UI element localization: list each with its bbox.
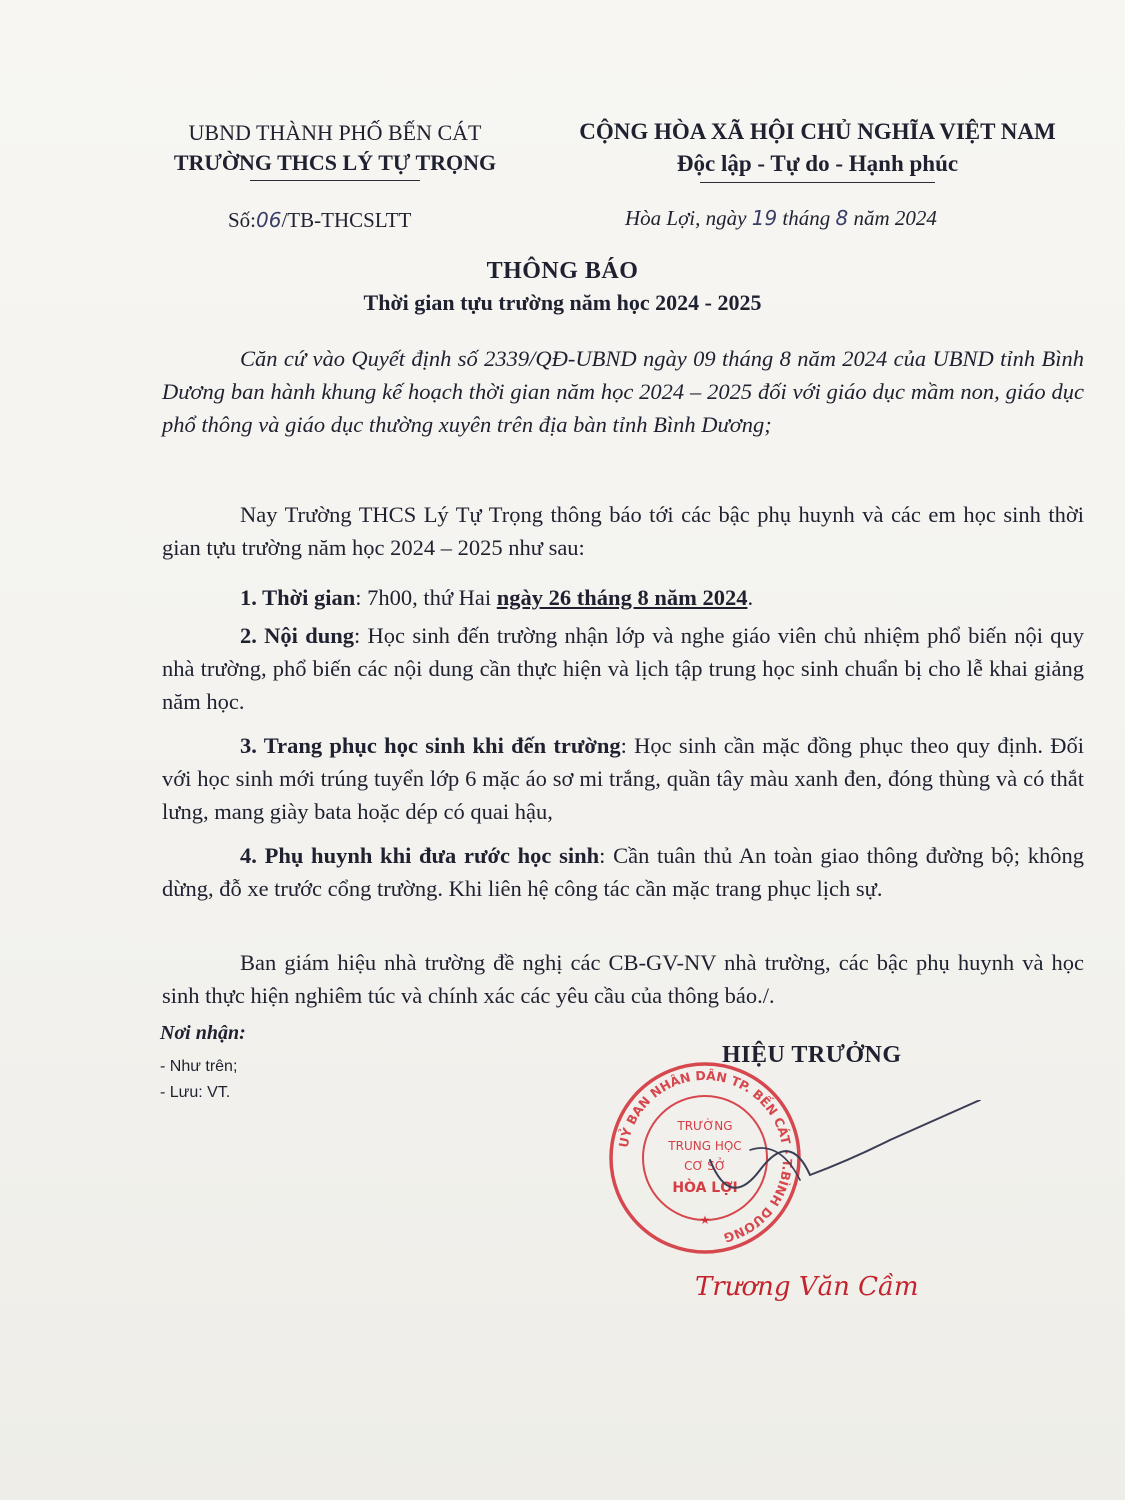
document-subtitle: Thời gian tựu trường năm học 2024 - 2025 [363,290,762,315]
intro-text: Nay Trường THCS Lý Tự Trọng thông báo tới các bậc phụ huynh và các em học sinh thời gian tựu trường năm học 2024 – 2025 như sau: [162,502,1084,560]
document-number [228,208,411,233]
handwritten-signature [690,1100,990,1220]
date-place: Hòa Lợi, ngày [625,206,747,230]
date-month-label: tháng [782,206,831,230]
nation-line-2: Độc lập - Tự do - Hạnh phúc [676,151,959,176]
stamp-line-1: TRƯỜNG [677,1119,733,1133]
issuing-organization [150,118,520,181]
signer-title: HIỆU TRƯỞNG [722,1042,902,1068]
item-3-text: : Học sinh cần mặc đồng phục theo quy định. Đối với học sinh mới trúng tuyển lớp 6 mặc áo sơ mi trắng, quần tây màu xanh đen, đóng thùng và có thắt lưng, mang giày bata hoặc dép có quai hậu, [162,733,1084,824]
document-title: THÔNG BÁO [486,258,639,284]
motto-underline [700,182,935,183]
item-3-label: 3. Trang phục học sinh khi đến trường [240,733,621,758]
org-line-1: UBND THÀNH PHỐ BẾN CÁT [188,120,482,145]
doc-number-prefix: Số: [228,208,257,232]
item-1-time [162,581,1084,614]
national-motto [545,116,1090,183]
date-year: năm 2024 [853,206,937,230]
item-3-uniform [162,729,1084,828]
org-line-2: TRƯỜNG THCS LÝ TỰ TRỌNG [173,150,497,175]
closing-text: Ban giám hiệu nhà trường đề nghị các CB-GV-NV nhà trường, các bậc phụ huynh và học sinh thực hiện nghiêm túc và chính xác các yêu cầu của thông báo./. [162,950,1084,1008]
intro-paragraph [162,498,1084,564]
recipients-title: Nơi nhận: [160,1022,246,1044]
recipient-item: - Lưu: VT. [160,1084,231,1101]
stamp-line-4: HÒA LỢI [672,1180,738,1196]
stamp-outer-text: UỶ BAN NHÂN DÂN TP. BẾN CÁT - T.BÌNH DƯƠNG [615,1067,796,1246]
org-underline [250,180,420,181]
item-4-parents [162,839,1084,905]
nation-line-1: CỘNG HÒA XÃ HỘI CHỦ NGHĨA VIỆT NAM [579,119,1056,144]
item-2-label: 2. Nội dung [240,623,354,648]
stamp-line-3: CƠ SỞ [684,1159,726,1173]
item-4-label: 4. Phụ huynh khi đưa rước học sinh [240,843,600,868]
issue-date [625,206,937,231]
closing-paragraph [162,946,1084,1012]
signer-name: Trương Văn Cầm [695,1272,919,1302]
item-1-label: 1. Thời gian [240,585,356,610]
item-2-text: : Học sinh đến trường nhận lớp và nghe giáo viên chủ nhiệm phổ biến nội quy nhà trường, phổ biến các nội dung cần thực hiện và lịch tập trung học sinh chuẩn bị cho lễ khai giảng năm học. [162,623,1084,714]
item-2-content [162,619,1084,718]
item-4-text: : Cần tuân thủ An toàn giao thông đường bộ; không dừng, đỗ xe trước cổng trường. Khi liên hệ công tác cần mặc trang phục lịch sự. [162,843,1084,901]
item-1-end: . [747,585,754,610]
doc-number-handwritten: 06 [256,208,282,232]
stamp-star: ★ [699,1213,711,1227]
legal-basis-text: Căn cứ vào Quyết định số 2339/QĐ-UBND ngày 09 tháng 8 năm 2024 của UBND tỉnh Bình Dương ban hành khung kế hoạch thời gian năm học 2024 – 2025 đối với giáo dục mầm non, giáo dục phổ thông và giáo dục thường xuyên trên địa bàn tỉnh Bình Dương; [162,346,1084,437]
date-day: 19 [751,206,778,230]
legal-basis-paragraph [162,342,1084,441]
doc-number-suffix: /TB-THCSLTT [281,208,412,232]
recipient-item: - Như trên; [160,1058,238,1075]
stamp-line-2: TRUNG HỌC [668,1139,742,1153]
item-1-text: : 7h00, thứ Hai [355,585,497,610]
item-1-date: ngày 26 tháng 8 năm 2024 [496,585,748,610]
date-month: 8 [835,206,849,230]
